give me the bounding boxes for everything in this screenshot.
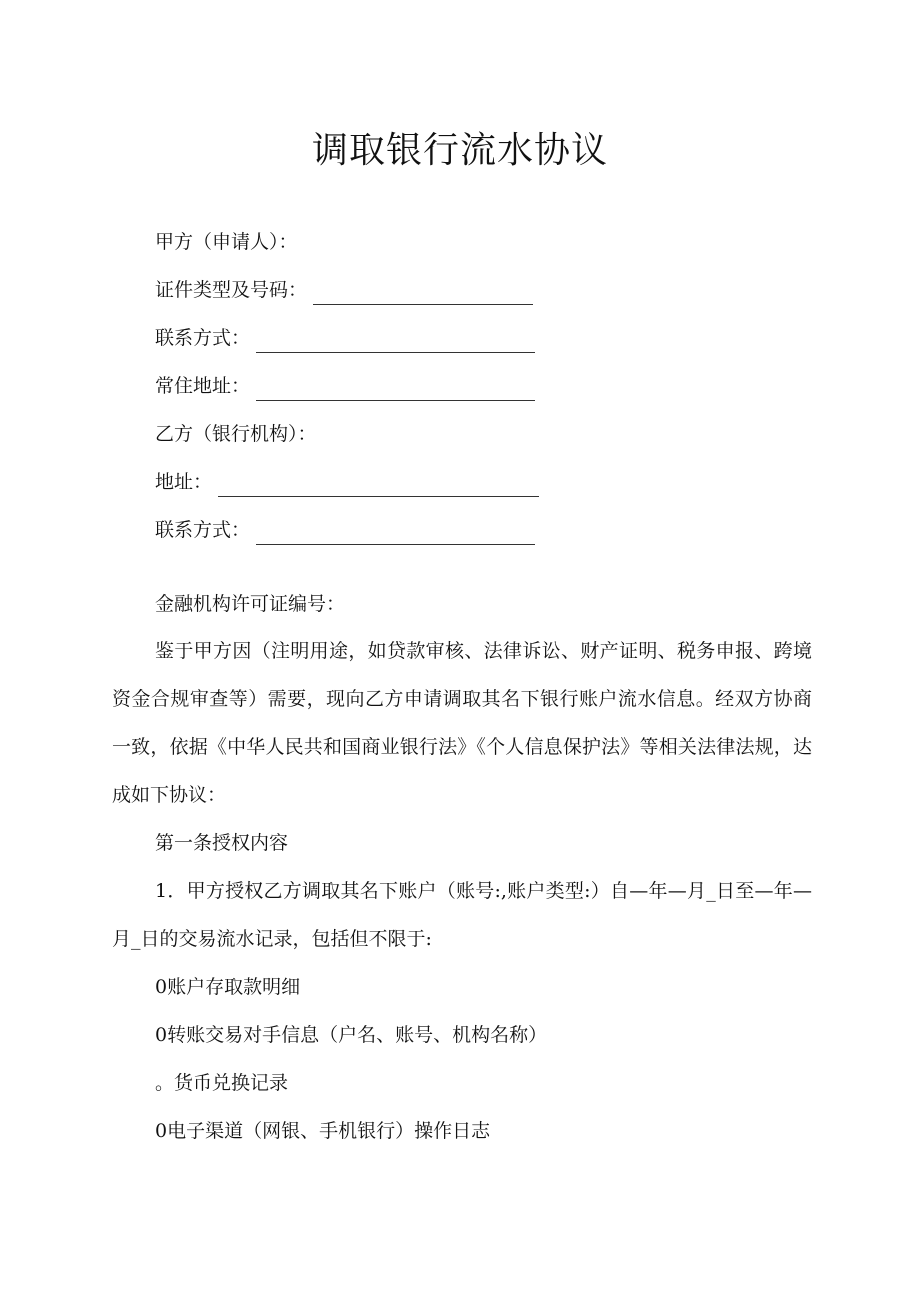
address-a-field-row	[155, 371, 535, 401]
party-a-label: 甲方（申请人）：	[155, 231, 298, 253]
license-number-label: 金融机构许可证编号：	[155, 593, 346, 615]
list-item: 0转账交易对手信息（户名、账号、机构名称）	[155, 1024, 548, 1046]
address-b-field-row	[155, 467, 539, 497]
id-field-label: 证件类型及号码：	[155, 279, 308, 301]
contact-b-field-label: 联系方式：	[155, 519, 251, 541]
address-b-field-blank[interactable]	[218, 474, 539, 497]
address-b-field-label: 地址：	[155, 471, 213, 493]
party-b-label: 乙方（银行机构）：	[155, 423, 317, 445]
contact-b-field-row	[155, 515, 535, 545]
contact-b-field-blank[interactable]	[256, 522, 535, 545]
article-1-clause-1: 1．甲方授权乙方调取其名下账户（账号:,账户类型:）自—年—月_日至—年—月_日的交易流水记录，包括但不限于:	[112, 880, 812, 950]
address-a-field-label: 常住地址：	[155, 375, 251, 397]
contact-a-field-label: 联系方式：	[155, 327, 251, 349]
article-1-heading: 第一条授权内容	[155, 832, 289, 854]
address-a-field-blank[interactable]	[256, 378, 535, 401]
list-item: 0账户存取款明细	[155, 976, 301, 998]
contact-a-field-blank[interactable]	[256, 330, 535, 353]
page-title: 调取银行流水协议	[311, 130, 608, 171]
id-field-blank[interactable]	[313, 282, 533, 305]
preamble-paragraph: 鉴于甲方因（注明用途，如贷款审核、法律诉讼、财产证明、税务申报、跨境资金合规审查等）需要，现向乙方申请调取其名下银行账户流水信息。经双方协商一致，依据《中华人民共和国商业银行法》《个人信息保护法》等相关法律法规，达成如下协议：	[112, 640, 812, 806]
party-a-label-row	[155, 227, 298, 257]
party-b-label-row	[155, 419, 317, 449]
list-item: 。货币兑换记录	[155, 1072, 289, 1094]
id-field-row	[155, 275, 533, 305]
contact-a-field-row	[155, 323, 535, 353]
list-item: 0电子渠道（网银、手机银行）操作日志	[155, 1120, 491, 1142]
